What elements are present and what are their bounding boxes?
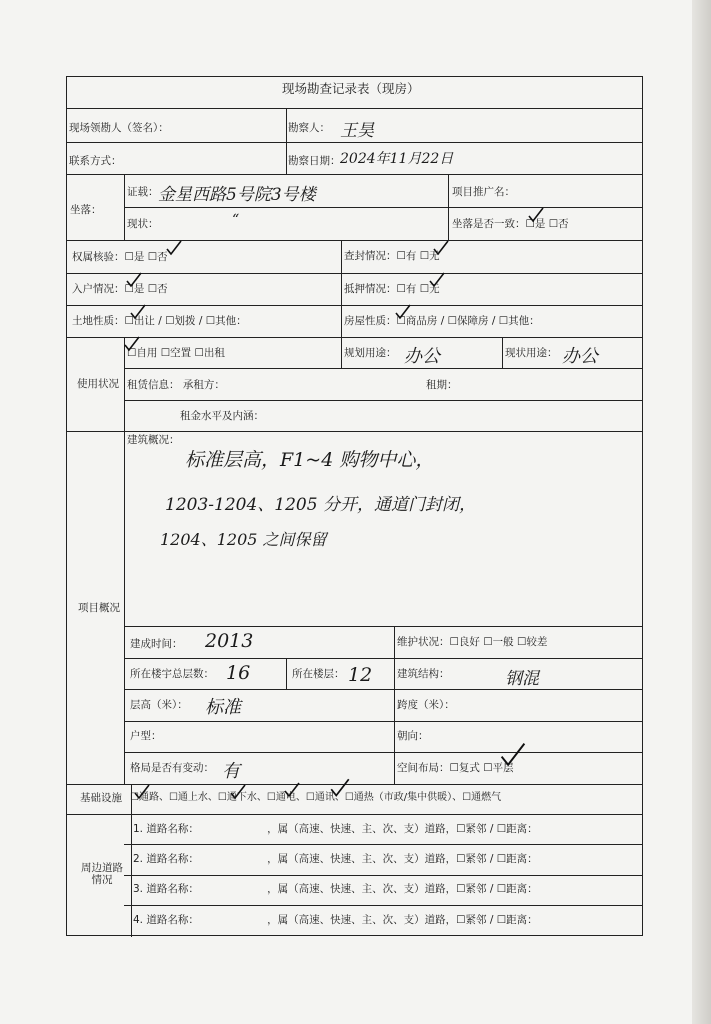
- handwritten-overview-line-3: 1204、1205 之间保留: [160, 530, 327, 549]
- layout-change-label: 格局是否有变动：: [130, 762, 214, 774]
- space-layout-label: 空间布局：☐复式 ☐平层: [397, 762, 514, 774]
- contact-label: 联系方式：: [69, 155, 122, 167]
- usage-status-label: 使用状况: [77, 378, 119, 390]
- handwritten-layout-change: 有: [222, 761, 240, 782]
- check-entry-yes[interactable]: [126, 272, 142, 288]
- handwritten-total-floors: 16: [226, 662, 251, 684]
- current-use-label: 现状用途：: [505, 347, 558, 359]
- road-row-3: 3. 道路名称： ，属（高速、快速、主、次、支）道路，☐紧邻 / ☐距离：: [133, 883, 538, 895]
- check-match-yes[interactable]: [528, 207, 544, 223]
- ownership-check-label: 权属核验：☐是 ☐否: [72, 251, 168, 263]
- check-seal-no[interactable]: [433, 240, 449, 256]
- house-nature-label: 房屋性质：☐商品房 / ☐保障房 / ☐其他：: [344, 315, 540, 327]
- road-row-4: 4. 道路名称： ，属（高速、快速、主、次、支）道路，☐紧邻 / ☐距离：: [133, 914, 538, 926]
- seal-status-label: 查封情况：☐有 ☐无: [344, 250, 440, 262]
- unit-type-label: 户型：: [130, 730, 162, 742]
- check-use-self[interactable]: [124, 336, 140, 352]
- project-name-label: 项目推广名：: [452, 186, 515, 198]
- location-match-label: 坐落是否一致：☐是 ☐否: [452, 218, 569, 230]
- built-time-label: 建成时间：: [130, 638, 183, 650]
- check-infra-telecom[interactable]: [330, 778, 350, 798]
- maintenance-label: 维护状况：☐良好 ☐一般 ☐较差: [397, 636, 548, 648]
- planned-use-label: 规划用途：: [344, 347, 397, 359]
- infrastructure-items: ☐通路、☐通上水、☐通下水、☐通电、☐通讯、☐通热（市政/集中供暖）、☐通燃气: [130, 792, 502, 803]
- handwritten-built-year: 2013: [205, 630, 254, 652]
- rent-level-label: 租金水平及内涵：: [180, 410, 264, 422]
- building-overview-label: 建筑概况：: [127, 434, 180, 446]
- handwritten-floor-height: 标准: [205, 697, 241, 718]
- handwritten-surveyor: 王昊: [340, 121, 374, 141]
- stacked-paper-edge: [692, 0, 711, 1024]
- lease-term-label: 租期：: [426, 379, 458, 391]
- usage-options: ☐自用 ☐空置 ☐出租: [127, 347, 225, 359]
- orientation-label: 朝向：: [397, 730, 429, 742]
- infrastructure-label: 基础设施: [80, 792, 122, 804]
- handwritten-current-use: 办公: [562, 346, 598, 367]
- floor-label: 所在楼层：: [292, 668, 345, 680]
- check-space-flat[interactable]: [500, 742, 526, 768]
- check-infra-road[interactable]: [134, 784, 150, 800]
- lead-surveyor-label: 现场领勘人（签名）：: [69, 122, 169, 134]
- check-land-transfer[interactable]: [130, 304, 146, 320]
- check-house-commercial[interactable]: [395, 304, 411, 320]
- mortgage-status-label: 抵押情况：☐有 ☐无: [344, 283, 440, 295]
- check-infra-power[interactable]: [284, 782, 300, 798]
- handwritten-current: “: [232, 212, 240, 228]
- check-infra-sewer[interactable]: [230, 784, 246, 800]
- land-nature-label: 土地性质：☐出让 / ☐划拨 / ☐其他：: [72, 315, 247, 327]
- location-label: 坐落：: [70, 204, 102, 216]
- cert-address-label: 证载：: [127, 186, 159, 198]
- current-status-label: 现状：: [127, 218, 159, 230]
- total-floors-label: 所在楼宇总层数：: [130, 668, 214, 680]
- entry-status-label: 入户情况：☐是 ☐否: [72, 283, 168, 295]
- handwritten-floor: 12: [348, 664, 373, 686]
- road-row-1: 1. 道路名称： ，属（高速、快速、主、次、支）道路，☐紧邻 / ☐距离：: [133, 823, 538, 835]
- handwritten-structure: 钢混: [505, 669, 539, 689]
- survey-date-label: 勘察日期：: [288, 155, 341, 167]
- surveyor-label: 勘察人：: [288, 122, 330, 134]
- check-mortgage-no[interactable]: [429, 272, 445, 288]
- handwritten-overview-line-1: 标准层高，F1~4 购物中心，: [185, 449, 435, 471]
- form-title: 现场勘查记录表（现房）: [282, 81, 420, 96]
- lease-info-label: 租赁信息： 承租方：: [127, 379, 225, 391]
- handwritten-date: 2024年11月22日: [340, 151, 454, 167]
- handwritten-cert-address: 金星西路5号院3号楼: [158, 185, 316, 205]
- handwritten-overview-line-2: 1203-1204、1205 分开，通道门封闭，: [165, 495, 476, 515]
- structure-label: 建筑结构：: [397, 668, 450, 680]
- floor-height-label: 层高（米）：: [130, 699, 188, 711]
- project-overview-label: 项目概况: [78, 602, 120, 614]
- road-row-2: 2. 道路名称： ，属（高速、快速、主、次、支）道路，☐紧邻 / ☐距离：: [133, 853, 538, 865]
- surrounding-roads-label: 周边道路情况: [81, 862, 123, 886]
- span-label: 跨度（米）：: [397, 699, 455, 711]
- handwritten-planned-use: 办公: [404, 346, 440, 367]
- check-ownership-no[interactable]: [166, 240, 182, 256]
